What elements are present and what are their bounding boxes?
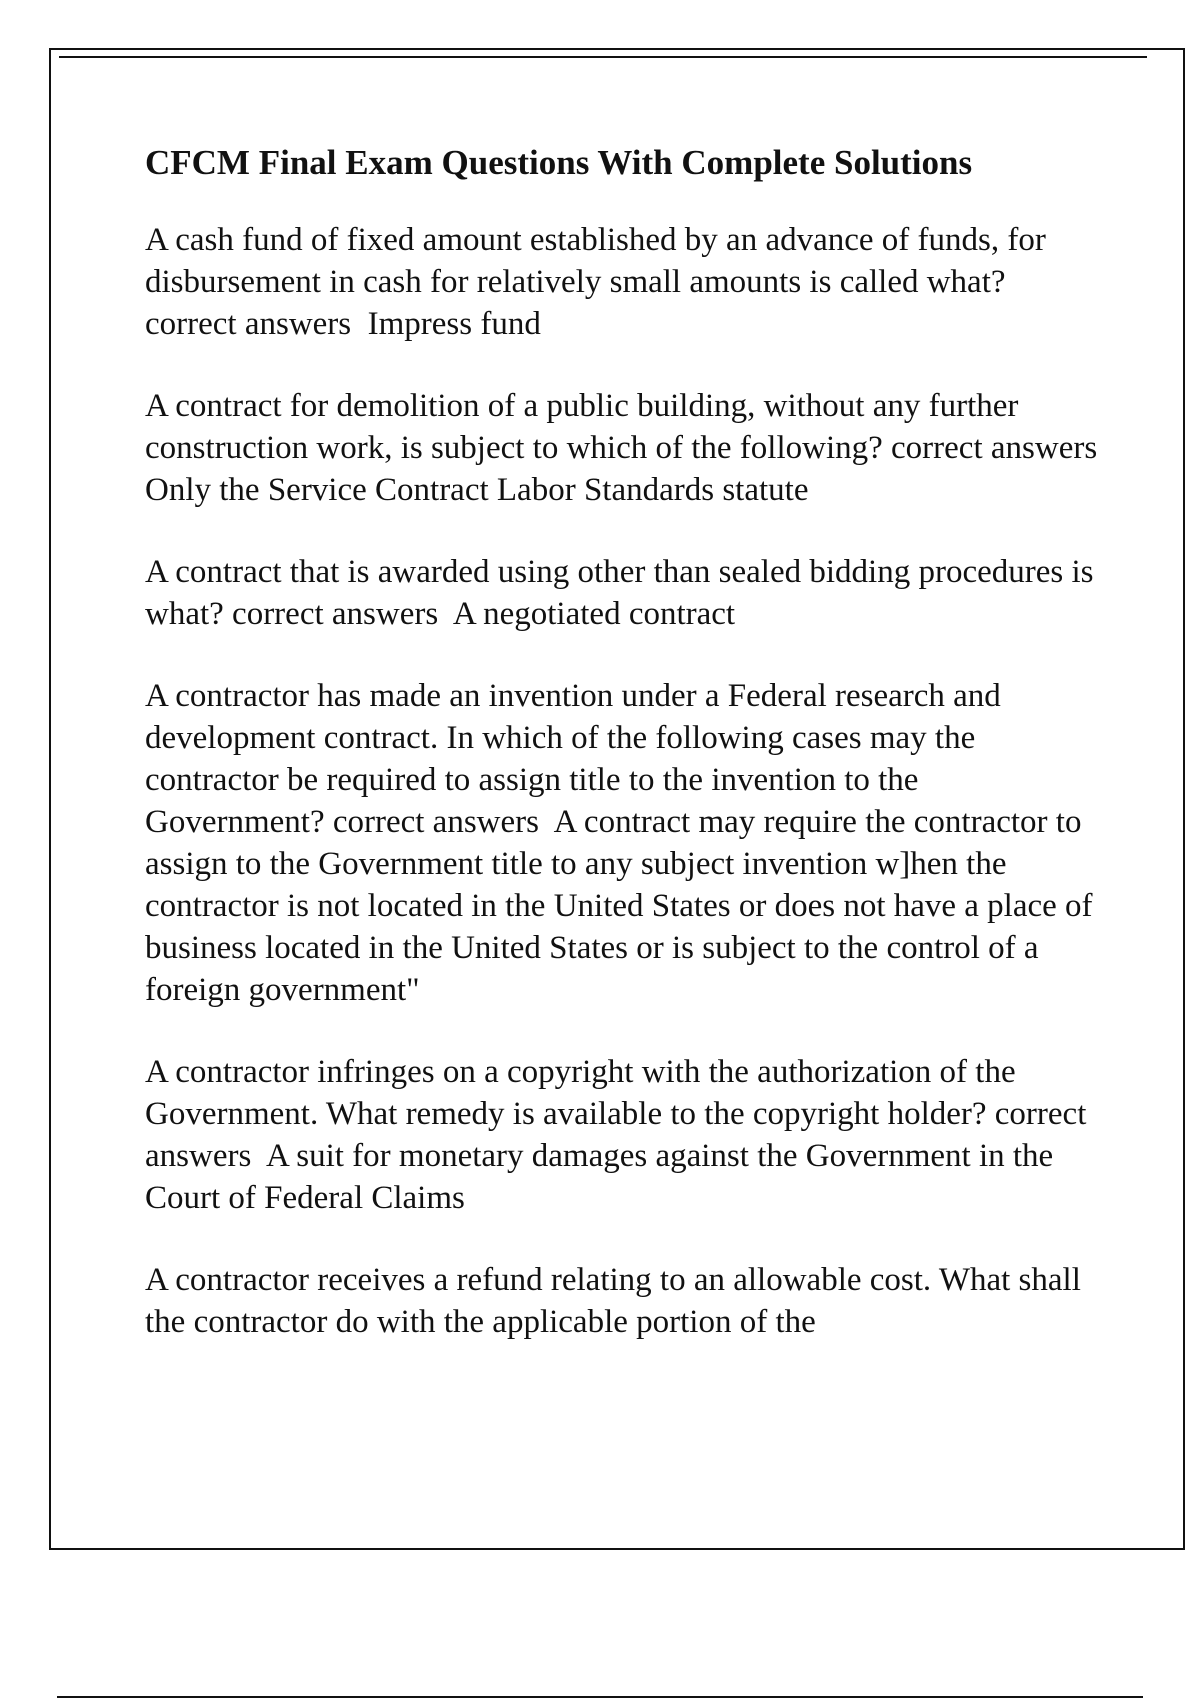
qa-entry-1: A cash fund of fixed amount established by an advance of funds, for disbursement in cash for relatively small amounts is called what? correct answers Impress fund: [145, 222, 1055, 342]
qa-entry-4: A contractor has made an invention under a Federal research and development contract. In which of the following cases may the contractor be required to assign title to the invention to the Government? correct answers A contract may require the contractor to assign to the Government title to any subject invention w]hen the contractor is not located in the United States or does not have a place of business located in the United States or is subject to the control of a foreign government": [145, 678, 1101, 1008]
footer-rule: [57, 1696, 1143, 1698]
qa-entry-3: A contract that is awarded using other than sealed bidding procedures is what? correct answers A negotiated contract: [145, 554, 1102, 632]
qa-entry-5: A contractor infringes on a copyright with the authorization of the Government. What remedy is available to the copyright holder? correct answers A suit for monetary damages against the Government in the Court of Federal Claims: [145, 1054, 1095, 1216]
qa-entry-2: A contract for demolition of a public building, without any further construction work, is subject to which of the following? correct answers Only the Service Contract Labor Standards statute: [145, 388, 1114, 508]
document-title: CFCM Final Exam Questions With Complete Solutions: [145, 143, 973, 182]
top-rule: [59, 56, 1147, 58]
document-body: [145, 142, 1114, 1383]
qa-entry-6: A contractor receives a refund relating to an allowable cost. What shall the contractor do with the applicable portion of the: [145, 1262, 1090, 1340]
